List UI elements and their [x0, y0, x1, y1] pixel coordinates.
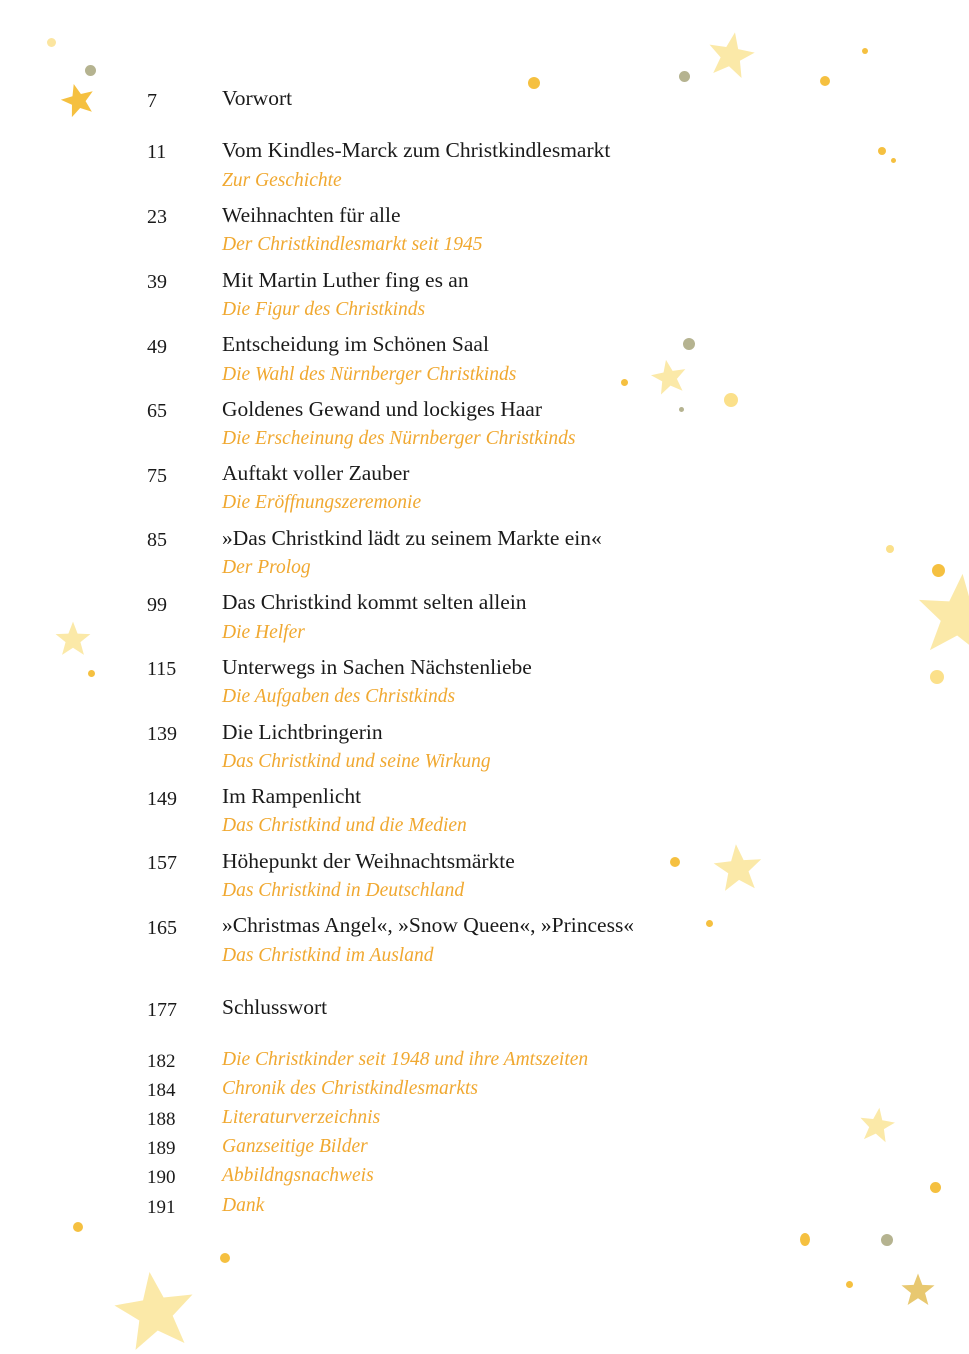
- chapter-title: »Das Christkind lädt zu seinem Markte ein«: [222, 526, 602, 550]
- chapter-subtitle: Die Aufgaben des Christkinds: [222, 686, 456, 707]
- chapter-title: Im Rampenlicht: [222, 784, 362, 808]
- page-number: 23: [147, 206, 167, 228]
- page-number: 75: [147, 465, 167, 487]
- chapter-title: Mit Martin Luther fing es an: [222, 268, 469, 292]
- chapter-title: Vorwort: [222, 86, 293, 110]
- page-number: 165: [147, 917, 177, 939]
- page-number: 115: [147, 658, 177, 680]
- chapter-subtitle: Das Christkind und seine Wirkung: [222, 751, 491, 772]
- chapter-title: Unterwegs in Sachen Nächstenliebe: [222, 655, 532, 679]
- chapter-subtitle: Zur Geschichte: [222, 170, 342, 191]
- appendix-title: Ganzseitige Bilder: [222, 1136, 368, 1157]
- page-number: 49: [147, 336, 167, 358]
- chapter-title: Schlusswort: [222, 995, 328, 1019]
- chapter-subtitle: Das Christkind und die Medien: [222, 815, 467, 836]
- page-number: 39: [147, 271, 167, 293]
- chapter-title: Auftakt voller Zauber: [222, 461, 410, 485]
- page-number: 182: [147, 1051, 176, 1072]
- appendix-title: Abbildngsnachweis: [222, 1165, 374, 1186]
- page-number: 11: [147, 141, 167, 163]
- chapter-title: Vom Kindles-Marck zum Christkindlesmarkt: [222, 138, 611, 162]
- page-number: 190: [147, 1167, 176, 1188]
- chapter-subtitle: Die Erscheinung des Nürnberger Christkinds: [222, 428, 576, 449]
- page-number: 139: [147, 723, 177, 745]
- chapter-subtitle: Die Helfer: [222, 622, 305, 643]
- chapter-subtitle: Der Prolog: [222, 557, 311, 578]
- chapter-subtitle: Die Wahl des Nürnberger Christkinds: [222, 364, 517, 385]
- chapter-subtitle: Das Christkind in Deutschland: [222, 880, 465, 901]
- page-number: 7: [147, 90, 157, 112]
- page-number: 99: [147, 594, 167, 616]
- page-number: 85: [147, 529, 167, 551]
- page-number: 177: [147, 999, 177, 1021]
- chapter-subtitle: Die Eröffnungszeremonie: [222, 492, 422, 513]
- page-number: 191: [147, 1197, 176, 1218]
- chapter-title: Höhepunkt der Weihnachtsmärkte: [222, 849, 515, 873]
- chapter-subtitle: Das Christkind im Ausland: [222, 945, 434, 966]
- chapter-title: Goldenes Gewand und lockiges Haar: [222, 397, 543, 421]
- chapter-title: »Christmas Angel«, »Snow Queen«, »Princess«: [222, 913, 635, 937]
- appendix-title: Die Christkinder seit 1948 und ihre Amtszeiten: [222, 1049, 589, 1070]
- page-number: 149: [147, 788, 177, 810]
- appendix-title: Chronik des Christkindlesmarkts: [222, 1078, 479, 1099]
- chapter-subtitle: Die Figur des Christkinds: [222, 299, 426, 320]
- chapter-title: Entscheidung im Schönen Saal: [222, 332, 489, 356]
- chapter-subtitle: Der Christkindlesmarkt seit 1945: [222, 234, 483, 255]
- appendix-title: Literaturverzeichnis: [222, 1107, 381, 1128]
- appendix-title: Dank: [222, 1195, 265, 1216]
- page-number: 65: [147, 400, 167, 422]
- page-number: 189: [147, 1138, 176, 1159]
- chapter-title: Weihnachten für alle: [222, 203, 401, 227]
- chapter-title: Die Lichtbringerin: [222, 720, 383, 744]
- page-number: 157: [147, 852, 177, 874]
- page-number: 184: [147, 1080, 176, 1101]
- page-number: 188: [147, 1109, 176, 1130]
- chapter-title: Das Christkind kommt selten allein: [222, 590, 527, 614]
